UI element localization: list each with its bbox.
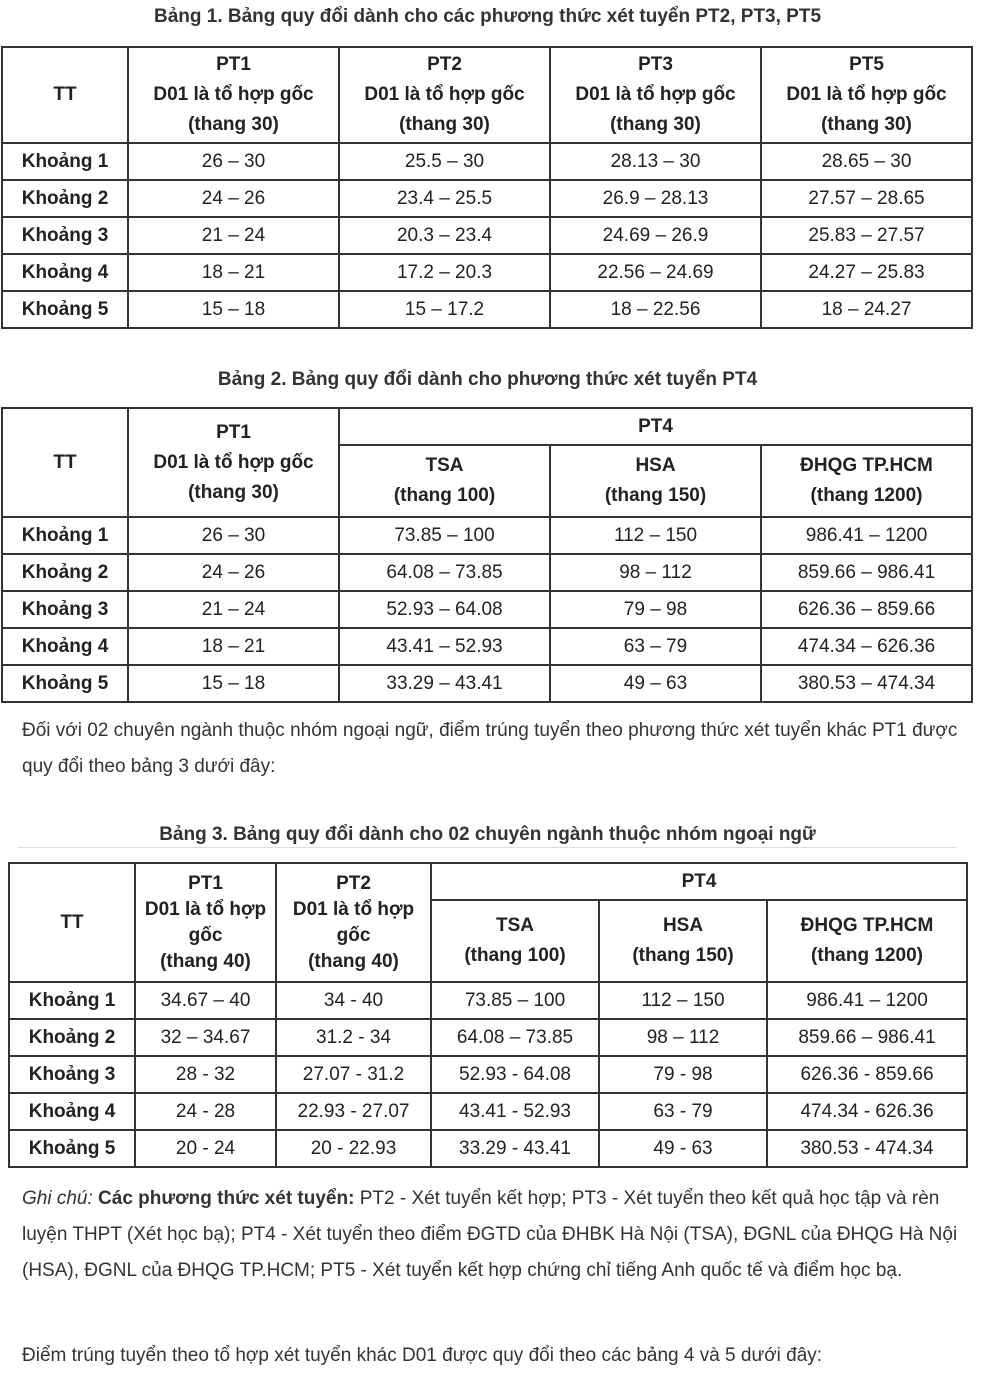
table-cell: 28.13 – 30	[550, 143, 761, 180]
table-cell: 79 – 98	[550, 591, 761, 628]
table-cell: 25.83 – 27.57	[761, 217, 972, 254]
table2-header-dhqg: ĐHQG TP.HCM (thang 1200)	[761, 445, 972, 517]
table1-header-row	[2, 47, 972, 143]
note-paragraph	[22, 1181, 972, 1289]
table-cell: 474.34 – 626.36	[761, 628, 972, 665]
table3	[8, 862, 968, 1168]
caption-divider	[18, 847, 956, 848]
row-label: Khoảng 4	[2, 628, 128, 665]
row-label: Khoảng 5	[2, 291, 128, 328]
table-cell: 380.53 - 474.34	[767, 1130, 967, 1167]
table-cell: 18 – 24.27	[761, 291, 972, 328]
table-cell: 28.65 – 30	[761, 143, 972, 180]
table-row	[2, 217, 972, 254]
table-cell: 24 – 26	[128, 180, 339, 217]
row-label: Khoảng 2	[2, 180, 128, 217]
table-cell: 43.41 – 52.93	[339, 628, 550, 665]
table-cell: 626.36 – 859.66	[761, 591, 972, 628]
table3-header-pt1: PT1 D01 là tổ hợp gốc (thang 40)	[135, 863, 276, 982]
table-cell: 24 - 28	[135, 1093, 276, 1130]
table-row	[2, 665, 972, 702]
table-cell: 22.93 - 27.07	[276, 1093, 431, 1130]
row-label: Khoảng 1	[2, 143, 128, 180]
paragraph-intro-table4-5: Điểm trúng tuyển theo tổ hợp xét tuyển khác D01 được quy đổi theo các bảng 4 và 5 dưới đây:	[22, 1345, 823, 1366]
table-cell: 43.41 - 52.93	[431, 1093, 599, 1130]
table1-header-pt3: PT3 D01 là tổ hợp gốc (thang 30)	[550, 47, 761, 143]
table2-header-pt1: PT1 D01 là tổ hợp gốc (thang 30)	[128, 408, 339, 517]
table-cell: 79 - 98	[599, 1056, 767, 1093]
table-cell: 474.34 - 626.36	[767, 1093, 967, 1130]
table-row	[2, 180, 972, 217]
row-label: Khoảng 1	[2, 517, 128, 554]
table-cell: 21 – 24	[128, 217, 339, 254]
table-cell: 49 – 63	[550, 665, 761, 702]
table-cell: 27.07 - 31.2	[276, 1056, 431, 1093]
table-cell: 18 – 21	[128, 254, 339, 291]
table-cell: 52.93 – 64.08	[339, 591, 550, 628]
table-row	[2, 143, 972, 180]
table2-header-pt4: PT4	[339, 408, 972, 445]
table2-header-hsa: HSA (thang 150)	[550, 445, 761, 517]
table3-header-pt2: PT2 D01 là tổ hợp gốc (thang 40)	[276, 863, 431, 982]
table-cell: 24.27 – 25.83	[761, 254, 972, 291]
table-row	[2, 517, 972, 554]
table-cell: 73.85 – 100	[431, 982, 599, 1019]
table-row	[2, 554, 972, 591]
note-label: Ghi chú:	[22, 1188, 93, 1209]
table-cell: 27.57 – 28.65	[761, 180, 972, 217]
table-cell: 986.41 – 1200	[767, 982, 967, 1019]
table-cell: 15 – 17.2	[339, 291, 550, 328]
table-cell: 63 – 79	[550, 628, 761, 665]
row-label: Khoảng 5	[9, 1130, 135, 1167]
table-cell: 34.67 – 40	[135, 982, 276, 1019]
table-cell: 21 – 24	[128, 591, 339, 628]
table-cell: 20.3 – 23.4	[339, 217, 550, 254]
table-row	[2, 591, 972, 628]
table-cell: 24 – 26	[128, 554, 339, 591]
row-label: Khoảng 2	[9, 1019, 135, 1056]
table-cell: 49 - 63	[599, 1130, 767, 1167]
row-label: Khoảng 3	[9, 1056, 135, 1093]
table-cell: 28 - 32	[135, 1056, 276, 1093]
note-text: PT2 - Xét tuyển kết hợp; PT3 - Xét tuyển theo kết quả học tập và rèn luyện THPT (Xét học bạ); PT4 - Xét tuyển theo điểm ĐGTD của ĐHBK Hà Nội (TSA), ĐGNL của ĐHQG Hà Nội (HSA), ĐGNL của ĐHQG TP.HCM; PT5 - Xét tuyển kết hợp chứng chỉ tiếng Anh quốc tế và điểm học bạ.	[22, 1188, 958, 1281]
table-cell: 52.93 - 64.08	[431, 1056, 599, 1093]
table-cell: 98 – 112	[550, 554, 761, 591]
table-cell: 73.85 – 100	[339, 517, 550, 554]
table-cell: 18 – 22.56	[550, 291, 761, 328]
table-cell: 24.69 – 26.9	[550, 217, 761, 254]
table1	[1, 46, 973, 329]
table-cell: 17.2 – 20.3	[339, 254, 550, 291]
table3-header-hsa: HSA (thang 150)	[599, 900, 767, 982]
row-label: Khoảng 2	[2, 554, 128, 591]
table-cell: 98 – 112	[599, 1019, 767, 1056]
table3-header-pt4: PT4	[431, 863, 967, 900]
table2	[1, 407, 973, 703]
table-row	[2, 628, 972, 665]
table-cell: 20 - 24	[135, 1130, 276, 1167]
table-cell: 64.08 – 73.85	[339, 554, 550, 591]
table-row	[9, 1056, 967, 1093]
table2-header-tsa: TSA (thang 100)	[339, 445, 550, 517]
table-cell: 23.4 – 25.5	[339, 180, 550, 217]
table-cell: 112 – 150	[550, 517, 761, 554]
table-row	[9, 1093, 967, 1130]
table-cell: 22.56 – 24.69	[550, 254, 761, 291]
table-cell: 32 – 34.67	[135, 1019, 276, 1056]
table-cell: 33.29 - 43.41	[431, 1130, 599, 1167]
table-row	[2, 291, 972, 328]
table1-caption: Bảng 1. Bảng quy đổi dành cho các phương thức xét tuyển PT2, PT3, PT5	[153, 6, 822, 27]
table2-caption: Bảng 2. Bảng quy đổi dành cho phương thức xét tuyển PT4	[217, 369, 758, 390]
table3-header-tt: TT	[9, 863, 135, 982]
table1-header-pt2: PT2 D01 là tổ hợp gốc (thang 30)	[339, 47, 550, 143]
row-label: Khoảng 5	[2, 665, 128, 702]
table-cell: 626.36 - 859.66	[767, 1056, 967, 1093]
table-cell: 25.5 – 30	[339, 143, 550, 180]
table-cell: 64.08 – 73.85	[431, 1019, 599, 1056]
row-label: Khoảng 4	[2, 254, 128, 291]
table-row	[9, 982, 967, 1019]
table1-header-pt5: PT5 D01 là tổ hợp gốc (thang 30)	[761, 47, 972, 143]
table3-header-dhqg: ĐHQG TP.HCM (thang 1200)	[767, 900, 967, 982]
table-cell: 859.66 – 986.41	[761, 554, 972, 591]
table-row	[9, 1019, 967, 1056]
row-label: Khoảng 1	[9, 982, 135, 1019]
table-cell: 15 – 18	[128, 291, 339, 328]
table-cell: 986.41 – 1200	[761, 517, 972, 554]
table2-header-row	[2, 408, 972, 445]
table-cell: 31.2 - 34	[276, 1019, 431, 1056]
row-label: Khoảng 3	[2, 591, 128, 628]
table2-header-tt: TT	[2, 408, 128, 517]
table-cell: 26.9 – 28.13	[550, 180, 761, 217]
table-cell: 26 – 30	[128, 517, 339, 554]
table-cell: 20 - 22.93	[276, 1130, 431, 1167]
paragraph-intro-table3: Đối với 02 chuyên ngành thuộc nhóm ngoại ngữ, điểm trúng tuyển theo phương thức xét tuyển khác PT1 được quy đổi theo bảng 3 dưới đây:	[22, 720, 958, 777]
table-row	[2, 254, 972, 291]
table3-header-tsa: TSA (thang 100)	[431, 900, 599, 982]
table-cell: 112 – 150	[599, 982, 767, 1019]
table-row	[9, 1130, 967, 1167]
table3-header-row	[9, 863, 967, 900]
note-bold: Các phương thức xét tuyển:	[98, 1188, 355, 1209]
table-cell: 26 – 30	[128, 143, 339, 180]
table-cell: 859.66 – 986.41	[767, 1019, 967, 1056]
table1-header-tt: TT	[2, 47, 128, 143]
table-cell: 34 - 40	[276, 982, 431, 1019]
table3-caption: Bảng 3. Bảng quy đổi dành cho 02 chuyên ngành thuộc nhóm ngoại ngữ	[159, 824, 816, 845]
row-label: Khoảng 3	[2, 217, 128, 254]
table-cell: 33.29 – 43.41	[339, 665, 550, 702]
row-label: Khoảng 4	[9, 1093, 135, 1130]
table-cell: 63 - 79	[599, 1093, 767, 1130]
table-cell: 380.53 – 474.34	[761, 665, 972, 702]
table-cell: 18 – 21	[128, 628, 339, 665]
table-cell: 15 – 18	[128, 665, 339, 702]
table1-header-pt1: PT1 D01 là tổ hợp gốc (thang 30)	[128, 47, 339, 143]
